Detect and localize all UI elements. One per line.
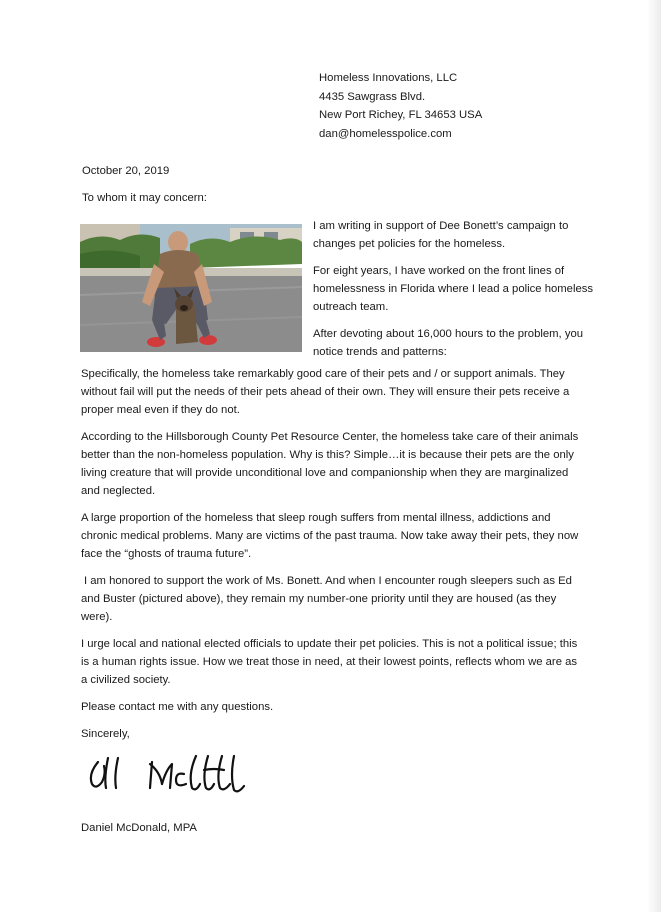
- sender-org: Homeless Innovations, LLC: [319, 72, 458, 84]
- body-paragraph: I am honored to support the work of Ms. Bonett. And when I encounter rough sleepers such as Ed and Buster (pictured above), they remain my number-one priority until they are housed (as they were).: [81, 575, 572, 623]
- signatory-name: Daniel McDonald, MPA: [81, 822, 197, 834]
- sender-street: 4435 Sawgrass Blvd.: [319, 90, 426, 103]
- sender-email: dan@homelesspolice.com: [319, 127, 452, 140]
- letter-date: October 20, 2019: [82, 165, 170, 177]
- photo-man-with-dog: [80, 224, 302, 352]
- letter-greeting: To whom it may concern:: [82, 192, 207, 204]
- sender-address: [319, 69, 619, 143]
- signature-drawing: [84, 744, 284, 804]
- letter-body: [81, 365, 581, 752]
- intro-paragraphs: [313, 217, 598, 370]
- intro-paragraph: For eight years, I have worked on the front lines of homelessness in Florida where I lead a police homeless outreach team.: [313, 265, 594, 313]
- body-paragraph: A large proportion of the homeless that sleep rough suffers from mental illness, addictions and chronic medical problems. Many are victims of the past trauma. Now take away their pets, they now face the “ghosts of trauma future”.: [81, 512, 579, 560]
- body-paragraph: I urge local and national elected officials to update their pet policies. This is not a political issue; this is a human rights issue. How we treat those in need, at their lowest points, reflects whom we are as a civilized society.: [81, 638, 578, 686]
- body-paragraph: Specifically, the homeless take remarkably good care of their pets and / or support animals. They without fail will put the needs of their pets ahead of their own. They will ensure their pets receive a proper meal even if they do not.: [81, 368, 570, 416]
- sender-city: New Port Richey, FL 34653 USA: [319, 109, 483, 121]
- photo-illustration: [80, 224, 302, 352]
- intro-paragraph: I am writing in support of Dee Bonett’s campaign to changes pet policies for the homeless.: [313, 220, 569, 250]
- closing-request: Please contact me with any questions.: [81, 701, 274, 713]
- handwritten-signature: [84, 744, 284, 804]
- closing-salutation: Sincerely,: [81, 728, 130, 740]
- page-edge-shadow: [647, 0, 661, 912]
- body-paragraph: According to the Hillsborough County Pet Resource Center, the homeless take care of their animals better than the non-homeless population. Why is this? Simple…it is because their pets are the only living creature that will provide unconditional love and companionship when they are marginalized and neglected.: [81, 431, 579, 497]
- intro-paragraph: After devoting about 16,000 hours to the problem, you notice trends and patterns:: [313, 328, 584, 358]
